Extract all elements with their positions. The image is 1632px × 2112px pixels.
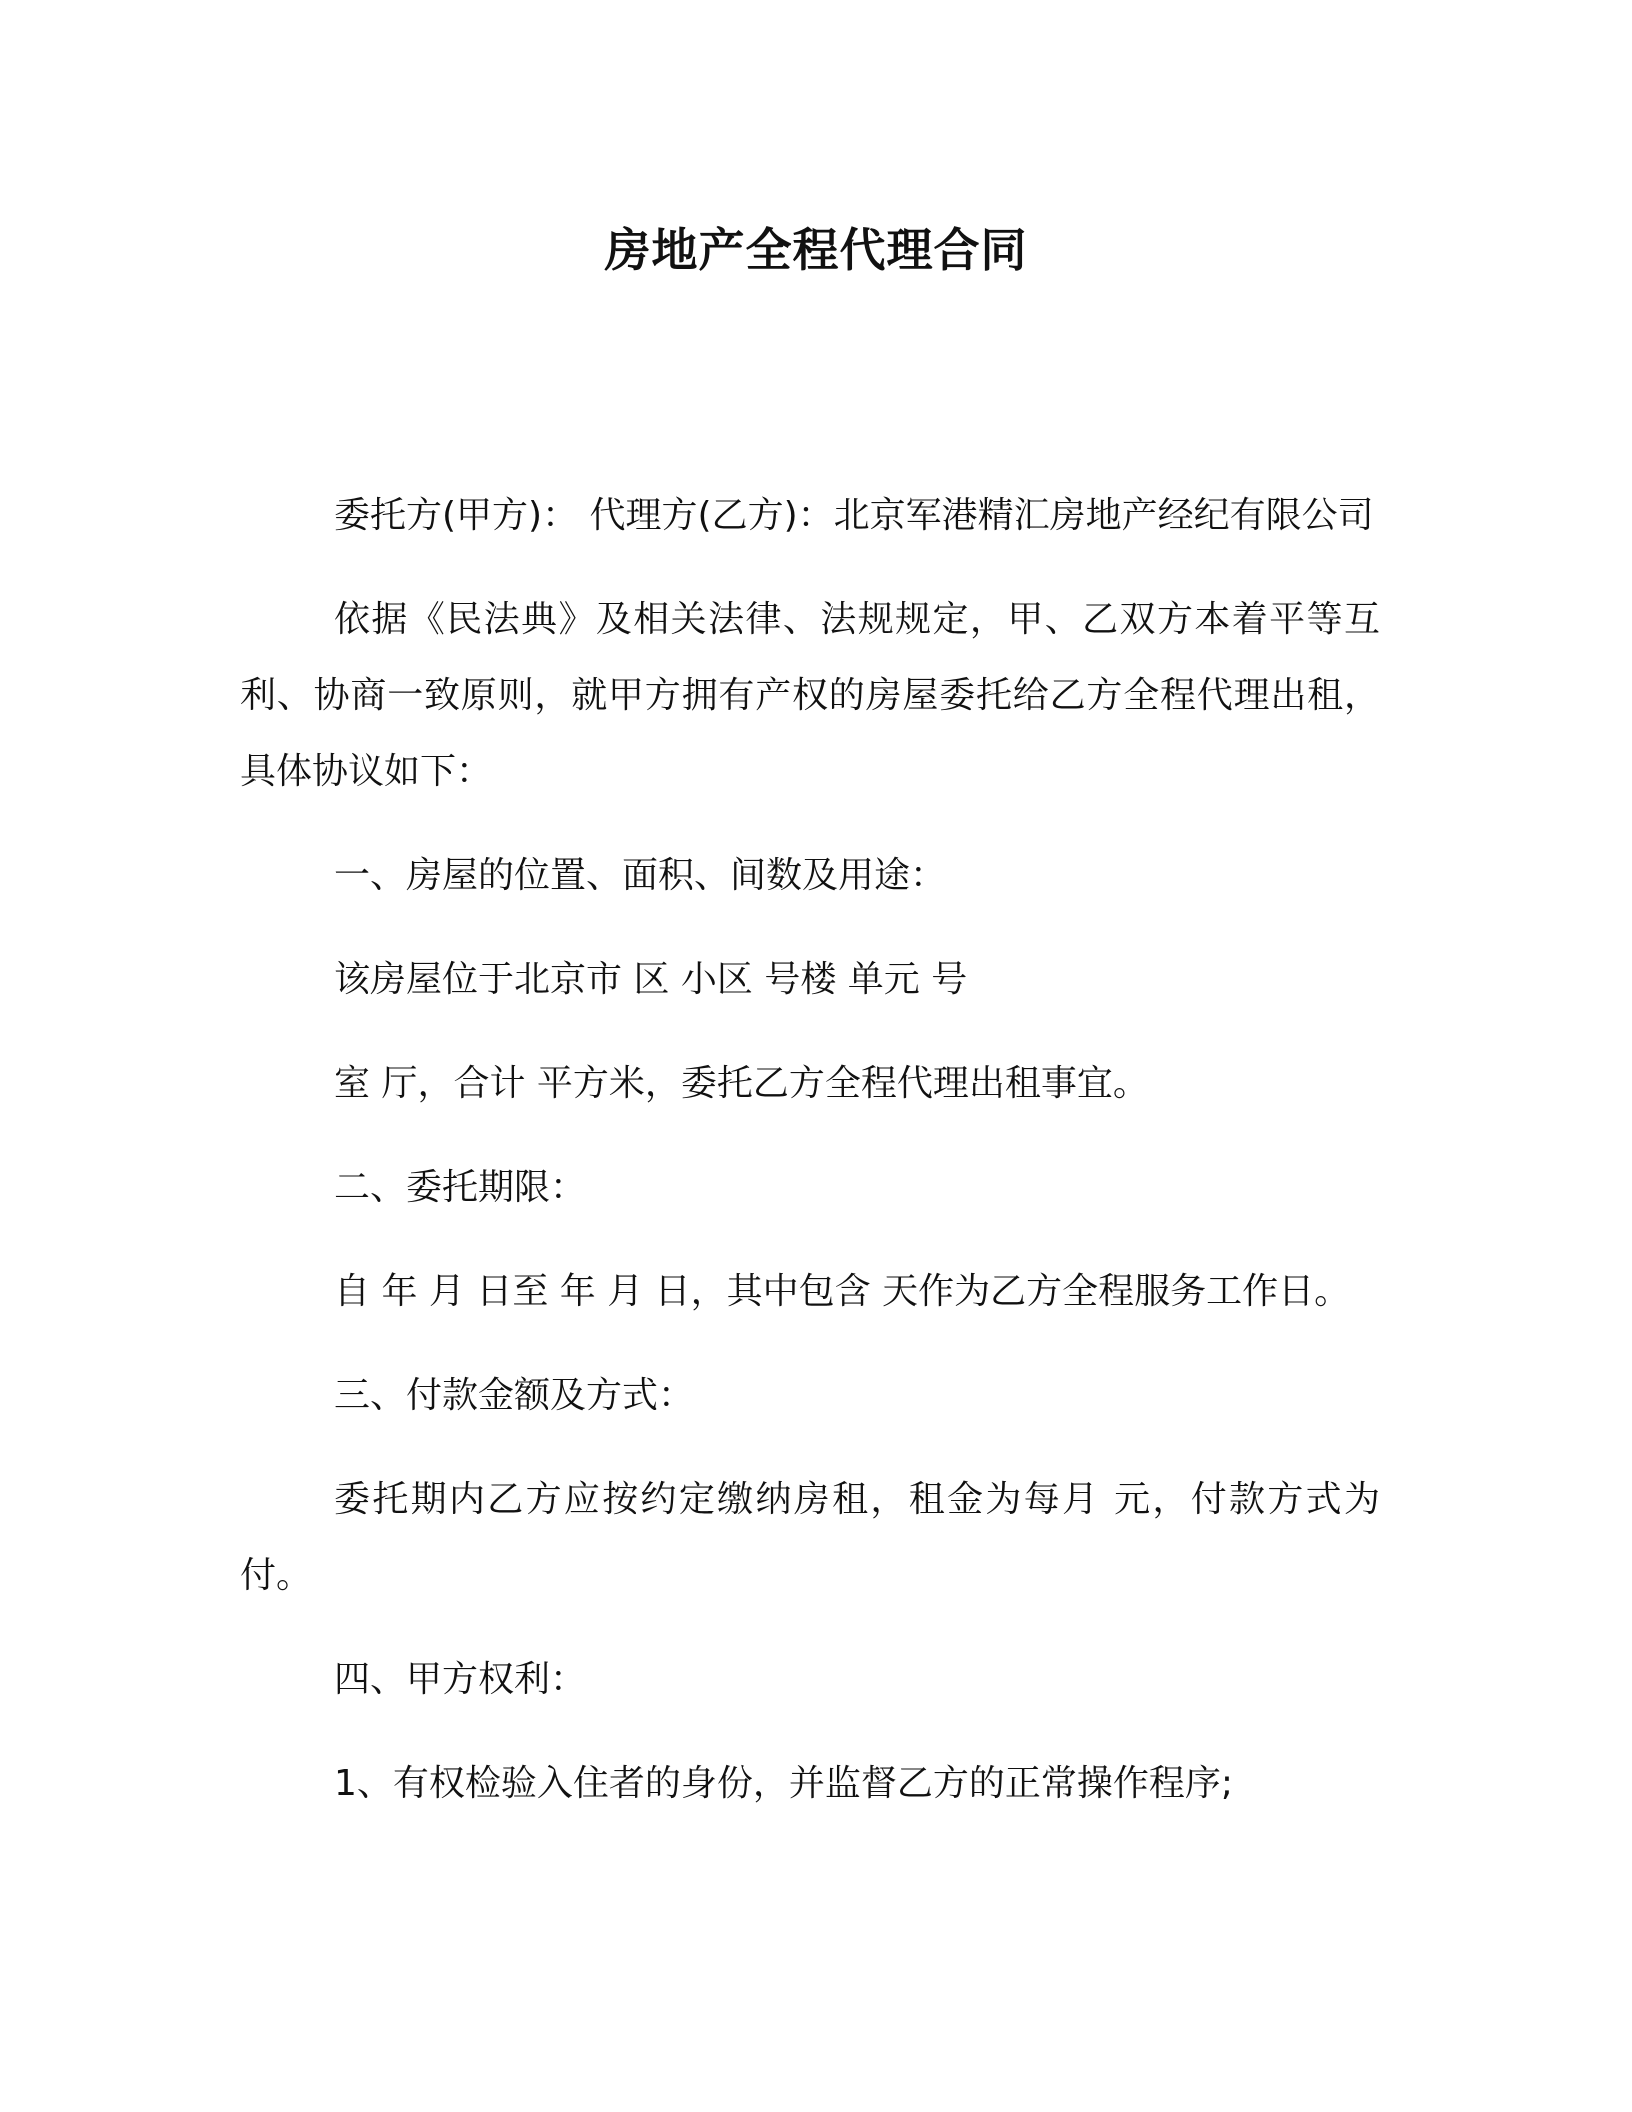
property-area-paragraph: 室 厅，合计 平方米，委托乙方全程代理出租事宜。 — [334, 1063, 1149, 1104]
section-three-heading: 三、付款金额及方式： — [334, 1375, 695, 1416]
property-location-paragraph: 该房屋位于北京市 区 小区 号楼 单元 号 — [334, 959, 968, 1000]
section-one-heading: 一、房屋的位置、面积、间数及用途： — [334, 855, 947, 896]
agreement-basis-paragraph: 依据《民法典》及相关法律、法规规定，甲、乙双方本着平等互利、协商一致原则，就甲方拥有产权的房屋委托给乙方全程代理出租，具体协议如下： — [240, 599, 1380, 792]
term-paragraph: 自 年 月 日至 年 月 日，其中包含 天作为乙方全程服务工作日。 — [334, 1271, 1351, 1312]
rights-item-1: 1、有权检验入住者的身份，并监督乙方的正常操作程序; — [334, 1763, 1234, 1804]
document-title: 房地产全程代理合同 — [604, 223, 1028, 277]
section-two-heading: 二、委托期限： — [334, 1167, 587, 1208]
section-four-heading: 四、甲方权利： — [334, 1659, 587, 1700]
payment-paragraph: 委托期内乙方应按约定缴纳房租，租金为每月 元，付款方式为 付。 — [240, 1479, 1380, 1596]
party-info-paragraph: 委托方(甲方)： 代理方(乙方)：北京军港精汇房地产经纪有限公司 — [334, 495, 1374, 536]
document-body — [240, 478, 1380, 1850]
